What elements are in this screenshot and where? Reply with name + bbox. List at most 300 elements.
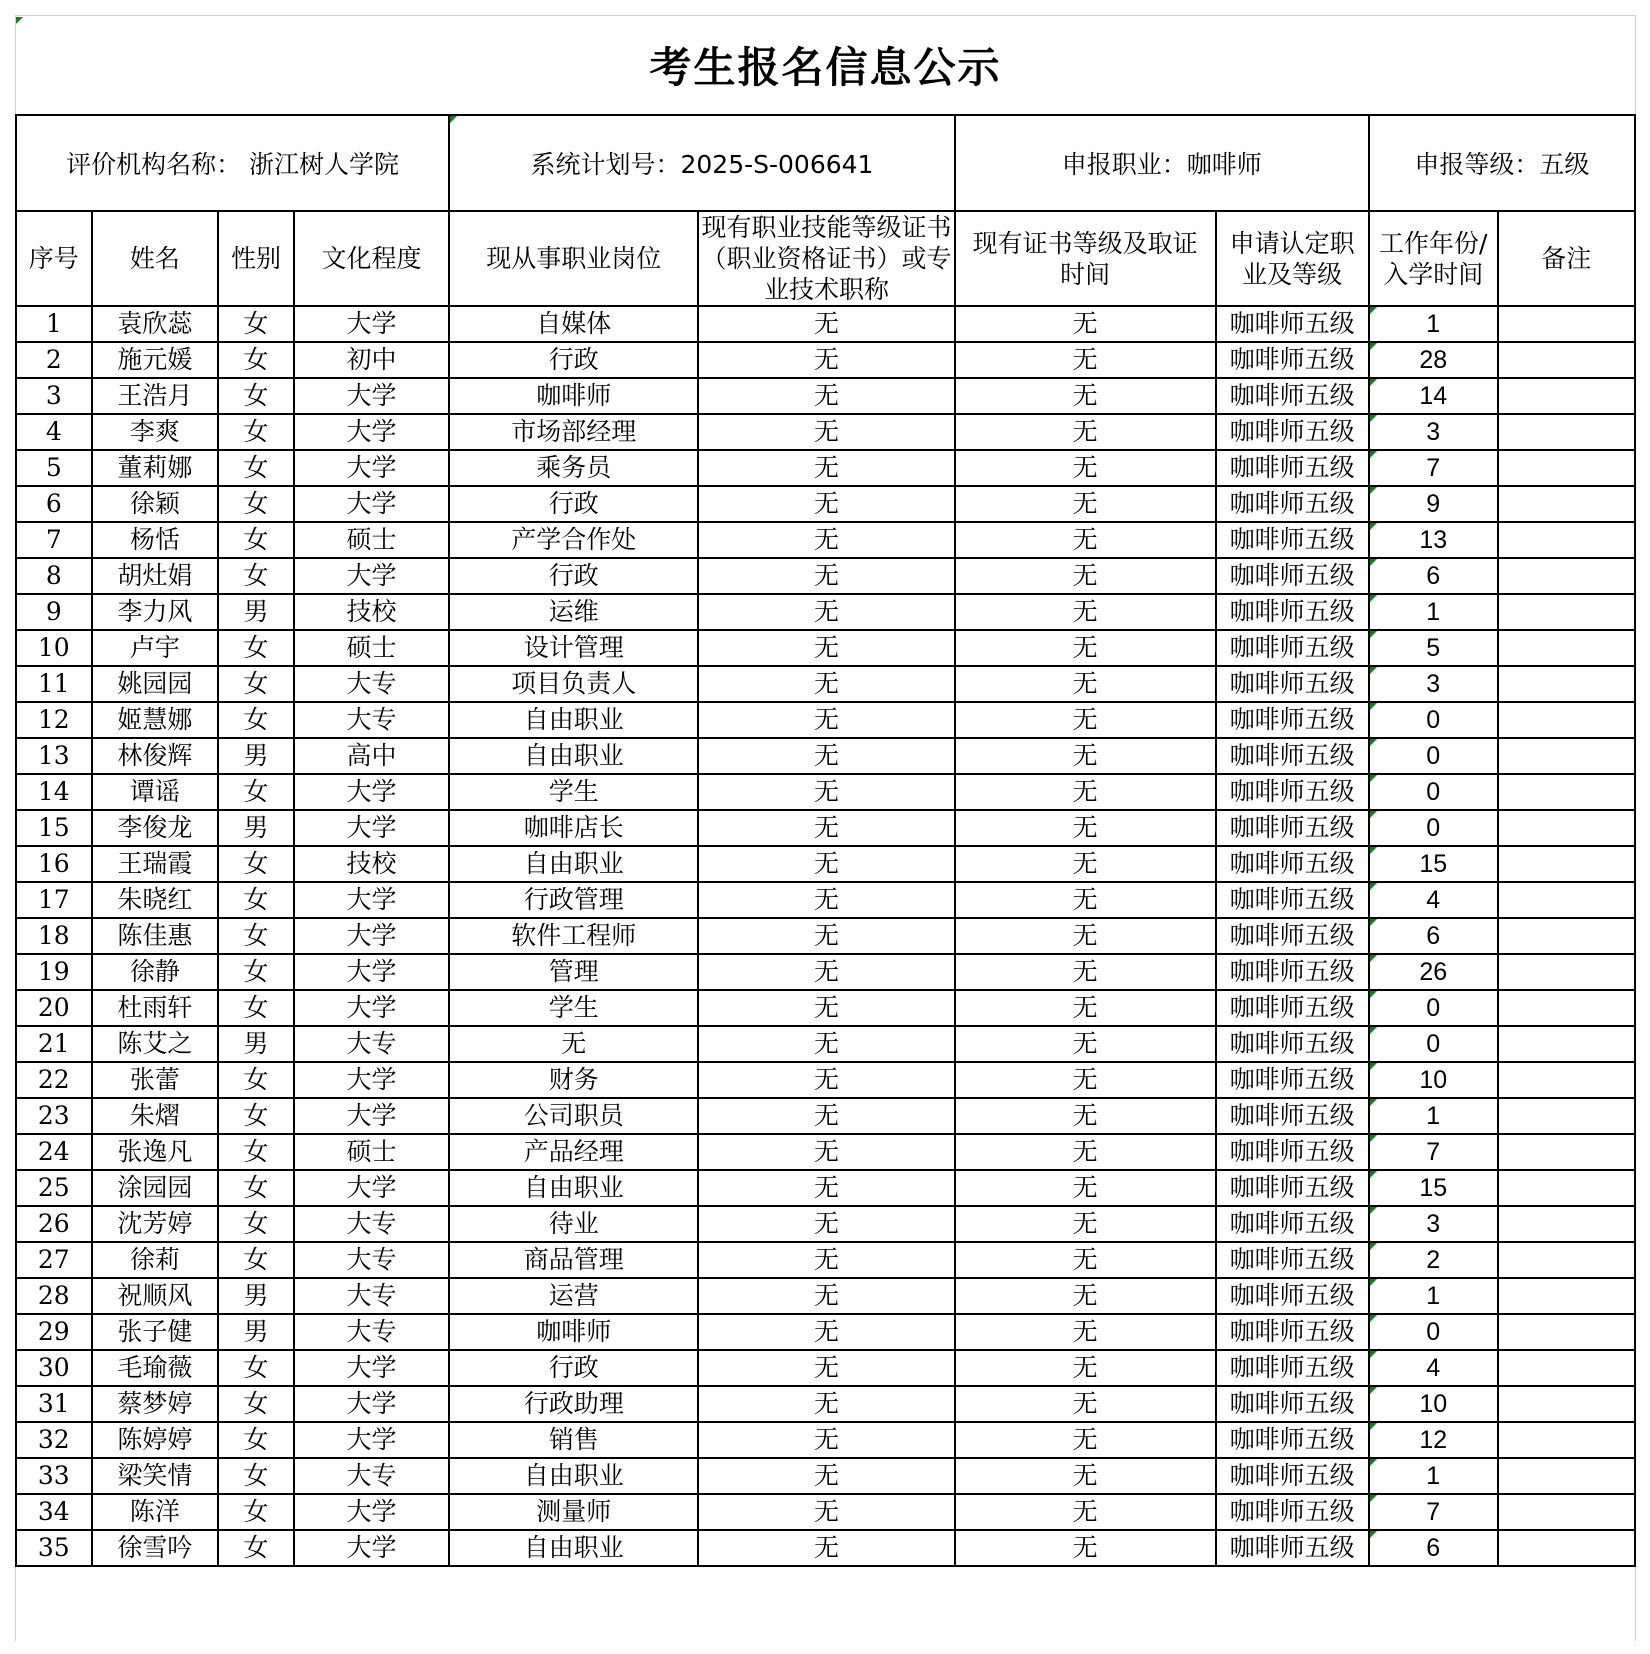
- cell-position[interactable]: 测量师: [449, 1494, 698, 1530]
- cell-years[interactable]: 15: [1369, 846, 1498, 882]
- header-position[interactable]: 现从事职业岗位: [449, 211, 698, 306]
- cell-gender[interactable]: 女: [218, 486, 294, 522]
- cell-apply[interactable]: 咖啡师五级: [1216, 1458, 1369, 1494]
- cell-years[interactable]: 0: [1369, 1026, 1498, 1062]
- cell-remark[interactable]: [1498, 954, 1635, 990]
- cell-no[interactable]: 7: [16, 522, 92, 558]
- cell-existing-cert[interactable]: 无: [698, 1134, 955, 1170]
- cell-position[interactable]: 无: [449, 1026, 698, 1062]
- cell-existing-cert[interactable]: 无: [698, 990, 955, 1026]
- cell-cert-level-time[interactable]: 无: [955, 306, 1216, 342]
- cell-existing-cert[interactable]: 无: [698, 1062, 955, 1098]
- cell-name[interactable]: 陈艾之: [92, 1026, 219, 1062]
- cell-existing-cert[interactable]: 无: [698, 1026, 955, 1062]
- cell-remark[interactable]: [1498, 1242, 1635, 1278]
- cell-apply[interactable]: 咖啡师五级: [1216, 1530, 1369, 1566]
- cell-name[interactable]: 徐莉: [92, 1242, 219, 1278]
- cell-position[interactable]: 商品管理: [449, 1242, 698, 1278]
- cell-existing-cert[interactable]: 无: [698, 810, 955, 846]
- cell-years[interactable]: 26: [1369, 954, 1498, 990]
- cell-remark[interactable]: [1498, 522, 1635, 558]
- cell-education[interactable]: 大专: [294, 1278, 449, 1314]
- cell-years[interactable]: 10: [1369, 1386, 1498, 1422]
- cell-education[interactable]: 大学: [294, 1098, 449, 1134]
- cell-no[interactable]: 31: [16, 1386, 92, 1422]
- cell-years[interactable]: 7: [1369, 1494, 1498, 1530]
- cell-existing-cert[interactable]: 无: [698, 522, 955, 558]
- cell-gender[interactable]: 女: [218, 1458, 294, 1494]
- cell-existing-cert[interactable]: 无: [698, 666, 955, 702]
- cell-existing-cert[interactable]: 无: [698, 702, 955, 738]
- cell-existing-cert[interactable]: 无: [698, 1170, 955, 1206]
- cell-apply[interactable]: 咖啡师五级: [1216, 954, 1369, 990]
- cell-remark[interactable]: [1498, 414, 1635, 450]
- cell-remark[interactable]: [1498, 630, 1635, 666]
- cell-education[interactable]: 大学: [294, 558, 449, 594]
- cell-remark[interactable]: [1498, 738, 1635, 774]
- cell-remark[interactable]: [1498, 666, 1635, 702]
- cell-name[interactable]: 姚园园: [92, 666, 219, 702]
- cell-position[interactable]: 咖啡店长: [449, 810, 698, 846]
- cell-name[interactable]: 施元媛: [92, 342, 219, 378]
- cell-no[interactable]: 16: [16, 846, 92, 882]
- cell-no[interactable]: 9: [16, 594, 92, 630]
- cell-gender[interactable]: 女: [218, 954, 294, 990]
- cell-cert-level-time[interactable]: 无: [955, 594, 1216, 630]
- cell-no[interactable]: 33: [16, 1458, 92, 1494]
- cell-position[interactable]: 公司职员: [449, 1098, 698, 1134]
- cell-apply[interactable]: 咖啡师五级: [1216, 450, 1369, 486]
- cell-no[interactable]: 23: [16, 1098, 92, 1134]
- cell-years[interactable]: 1: [1369, 1098, 1498, 1134]
- cell-remark[interactable]: [1498, 1422, 1635, 1458]
- cell-years[interactable]: 6: [1369, 1530, 1498, 1566]
- cell-position[interactable]: 自由职业: [449, 1170, 698, 1206]
- cell-education[interactable]: 大学: [294, 1494, 449, 1530]
- cell-remark[interactable]: [1498, 378, 1635, 414]
- cell-years[interactable]: 6: [1369, 918, 1498, 954]
- cell-apply[interactable]: 咖啡师五级: [1216, 1134, 1369, 1170]
- cell-gender[interactable]: 女: [218, 1422, 294, 1458]
- cell-no[interactable]: 30: [16, 1350, 92, 1386]
- cell-gender[interactable]: 女: [218, 702, 294, 738]
- cell-gender[interactable]: 男: [218, 1314, 294, 1350]
- cell-no[interactable]: 35: [16, 1530, 92, 1566]
- cell-existing-cert[interactable]: 无: [698, 1242, 955, 1278]
- cell-education[interactable]: 硕士: [294, 522, 449, 558]
- cell-position[interactable]: 咖啡师: [449, 1314, 698, 1350]
- cell-apply[interactable]: 咖啡师五级: [1216, 1386, 1369, 1422]
- cell-name[interactable]: 张蕾: [92, 1062, 219, 1098]
- cell-years[interactable]: 10: [1369, 1062, 1498, 1098]
- cell-apply[interactable]: 咖啡师五级: [1216, 558, 1369, 594]
- cell-name[interactable]: 陈佳惠: [92, 918, 219, 954]
- cell-years[interactable]: 15: [1369, 1170, 1498, 1206]
- cell-education[interactable]: 大专: [294, 1314, 449, 1350]
- cell-apply[interactable]: 咖啡师五级: [1216, 1422, 1369, 1458]
- org-cell[interactable]: 评价机构名称： 浙江树人学院: [16, 115, 449, 211]
- cell-years[interactable]: 1: [1369, 1458, 1498, 1494]
- cell-remark[interactable]: [1498, 1458, 1635, 1494]
- cell-name[interactable]: 李俊龙: [92, 810, 219, 846]
- cell-name[interactable]: 卢宇: [92, 630, 219, 666]
- cell-existing-cert[interactable]: 无: [698, 1494, 955, 1530]
- cell-education[interactable]: 大学: [294, 918, 449, 954]
- cell-existing-cert[interactable]: 无: [698, 1422, 955, 1458]
- cell-apply[interactable]: 咖啡师五级: [1216, 1350, 1369, 1386]
- cell-position[interactable]: 乘务员: [449, 450, 698, 486]
- cell-no[interactable]: 19: [16, 954, 92, 990]
- cell-apply[interactable]: 咖啡师五级: [1216, 1170, 1369, 1206]
- cell-cert-level-time[interactable]: 无: [955, 1350, 1216, 1386]
- cell-position[interactable]: 产品经理: [449, 1134, 698, 1170]
- cell-no[interactable]: 2: [16, 342, 92, 378]
- cell-apply[interactable]: 咖啡师五级: [1216, 738, 1369, 774]
- cell-no[interactable]: 27: [16, 1242, 92, 1278]
- cell-position[interactable]: 行政: [449, 342, 698, 378]
- cell-gender[interactable]: 女: [218, 558, 294, 594]
- cell-years[interactable]: 3: [1369, 1206, 1498, 1242]
- cell-no[interactable]: 25: [16, 1170, 92, 1206]
- cell-years[interactable]: 1: [1369, 306, 1498, 342]
- cell-gender[interactable]: 女: [218, 414, 294, 450]
- cell-no[interactable]: 18: [16, 918, 92, 954]
- cell-name[interactable]: 张子健: [92, 1314, 219, 1350]
- cell-no[interactable]: 15: [16, 810, 92, 846]
- cell-position[interactable]: 行政: [449, 486, 698, 522]
- cell-position[interactable]: 学生: [449, 774, 698, 810]
- cell-cert-level-time[interactable]: 无: [955, 1242, 1216, 1278]
- cell-cert-level-time[interactable]: 无: [955, 1530, 1216, 1566]
- cell-gender[interactable]: 女: [218, 666, 294, 702]
- cell-name[interactable]: 徐颖: [92, 486, 219, 522]
- cell-remark[interactable]: [1498, 1062, 1635, 1098]
- cell-years[interactable]: 9: [1369, 486, 1498, 522]
- cell-existing-cert[interactable]: 无: [698, 1314, 955, 1350]
- cell-apply[interactable]: 咖啡师五级: [1216, 666, 1369, 702]
- cell-no[interactable]: 3: [16, 378, 92, 414]
- cell-cert-level-time[interactable]: 无: [955, 774, 1216, 810]
- cell-apply[interactable]: 咖啡师五级: [1216, 1242, 1369, 1278]
- header-no[interactable]: 序号: [16, 211, 92, 306]
- cell-apply[interactable]: 咖啡师五级: [1216, 918, 1369, 954]
- cell-gender[interactable]: 女: [218, 882, 294, 918]
- cell-education[interactable]: 大学: [294, 414, 449, 450]
- cell-cert-level-time[interactable]: 无: [955, 1170, 1216, 1206]
- cell-remark[interactable]: [1498, 702, 1635, 738]
- cell-cert-level-time[interactable]: 无: [955, 1422, 1216, 1458]
- cell-position[interactable]: 行政: [449, 1350, 698, 1386]
- cell-education[interactable]: 大专: [294, 1458, 449, 1494]
- cell-cert-level-time[interactable]: 无: [955, 1386, 1216, 1422]
- plan-cell[interactable]: [449, 115, 955, 211]
- cell-cert-level-time[interactable]: 无: [955, 738, 1216, 774]
- cell-education[interactable]: 大学: [294, 882, 449, 918]
- cell-remark[interactable]: [1498, 1206, 1635, 1242]
- cell-apply[interactable]: 咖啡师五级: [1216, 990, 1369, 1026]
- cell-existing-cert[interactable]: 无: [698, 306, 955, 342]
- cell-name[interactable]: 朱晓红: [92, 882, 219, 918]
- cell-apply[interactable]: 咖啡师五级: [1216, 342, 1369, 378]
- cell-education[interactable]: 大学: [294, 990, 449, 1026]
- cell-years[interactable]: 5: [1369, 630, 1498, 666]
- cell-gender[interactable]: 男: [218, 810, 294, 846]
- cell-apply[interactable]: 咖啡师五级: [1216, 702, 1369, 738]
- cell-position[interactable]: 自由职业: [449, 738, 698, 774]
- cell-position[interactable]: 产学合作处: [449, 522, 698, 558]
- cell-gender[interactable]: 女: [218, 1386, 294, 1422]
- cell-position[interactable]: 自由职业: [449, 846, 698, 882]
- cell-cert-level-time[interactable]: 无: [955, 666, 1216, 702]
- cell-name[interactable]: 陈婷婷: [92, 1422, 219, 1458]
- cell-years[interactable]: 2: [1369, 1242, 1498, 1278]
- cell-years[interactable]: 7: [1369, 1134, 1498, 1170]
- cell-remark[interactable]: [1498, 1350, 1635, 1386]
- cell-remark[interactable]: [1498, 918, 1635, 954]
- cell-cert-level-time[interactable]: 无: [955, 1098, 1216, 1134]
- cell-education[interactable]: 大学: [294, 1350, 449, 1386]
- cell-remark[interactable]: [1498, 450, 1635, 486]
- cell-name[interactable]: 袁欣蕊: [92, 306, 219, 342]
- cell-existing-cert[interactable]: 无: [698, 414, 955, 450]
- cell-apply[interactable]: 咖啡师五级: [1216, 774, 1369, 810]
- cell-remark[interactable]: [1498, 990, 1635, 1026]
- cell-position[interactable]: 自媒体: [449, 306, 698, 342]
- cell-education[interactable]: 大学: [294, 774, 449, 810]
- cell-remark[interactable]: [1498, 342, 1635, 378]
- cell-name[interactable]: 徐雪吟: [92, 1530, 219, 1566]
- cell-education[interactable]: 硕士: [294, 1134, 449, 1170]
- header-name[interactable]: 姓名: [92, 211, 219, 306]
- cell-education[interactable]: 初中: [294, 342, 449, 378]
- cell-existing-cert[interactable]: 无: [698, 954, 955, 990]
- cell-existing-cert[interactable]: 无: [698, 1206, 955, 1242]
- cell-name[interactable]: 董莉娜: [92, 450, 219, 486]
- cell-cert-level-time[interactable]: 无: [955, 810, 1216, 846]
- cell-apply[interactable]: 咖啡师五级: [1216, 594, 1369, 630]
- cell-no[interactable]: 10: [16, 630, 92, 666]
- cell-cert-level-time[interactable]: 无: [955, 522, 1216, 558]
- cell-cert-level-time[interactable]: 无: [955, 1494, 1216, 1530]
- cell-gender[interactable]: 男: [218, 1278, 294, 1314]
- cell-cert-level-time[interactable]: 无: [955, 1314, 1216, 1350]
- cell-no[interactable]: 32: [16, 1422, 92, 1458]
- cell-gender[interactable]: 女: [218, 774, 294, 810]
- cell-years[interactable]: 6: [1369, 558, 1498, 594]
- cell-existing-cert[interactable]: 无: [698, 1098, 955, 1134]
- cell-name[interactable]: 朱熠: [92, 1098, 219, 1134]
- cell-gender[interactable]: 男: [218, 594, 294, 630]
- cell-gender[interactable]: 女: [218, 1350, 294, 1386]
- cell-position[interactable]: 项目负责人: [449, 666, 698, 702]
- cell-name[interactable]: 谭谣: [92, 774, 219, 810]
- cell-existing-cert[interactable]: 无: [698, 1350, 955, 1386]
- cell-position[interactable]: 学生: [449, 990, 698, 1026]
- cell-education[interactable]: 大专: [294, 1026, 449, 1062]
- cell-gender[interactable]: 女: [218, 342, 294, 378]
- cell-years[interactable]: 0: [1369, 990, 1498, 1026]
- cell-position[interactable]: 咖啡师: [449, 378, 698, 414]
- cell-cert-level-time[interactable]: 无: [955, 1134, 1216, 1170]
- cell-remark[interactable]: [1498, 882, 1635, 918]
- cell-name[interactable]: 徐静: [92, 954, 219, 990]
- cell-no[interactable]: 1: [16, 306, 92, 342]
- cell-education[interactable]: 大专: [294, 666, 449, 702]
- cell-cert-level-time[interactable]: 无: [955, 342, 1216, 378]
- header-years[interactable]: 工作年份/入学时间: [1369, 211, 1498, 306]
- cell-apply[interactable]: 咖啡师五级: [1216, 486, 1369, 522]
- cell-cert-level-time[interactable]: 无: [955, 630, 1216, 666]
- cell-education[interactable]: 大专: [294, 702, 449, 738]
- cell-no[interactable]: 13: [16, 738, 92, 774]
- cell-existing-cert[interactable]: 无: [698, 1386, 955, 1422]
- cell-position[interactable]: 销售: [449, 1422, 698, 1458]
- cell-name[interactable]: 姬慧娜: [92, 702, 219, 738]
- cell-gender[interactable]: 女: [218, 1170, 294, 1206]
- cell-education[interactable]: 大学: [294, 1530, 449, 1566]
- cell-no[interactable]: 34: [16, 1494, 92, 1530]
- cell-remark[interactable]: [1498, 1026, 1635, 1062]
- cell-name[interactable]: 李力风: [92, 594, 219, 630]
- cell-years[interactable]: 1: [1369, 1278, 1498, 1314]
- cell-education[interactable]: 大学: [294, 810, 449, 846]
- cell-gender[interactable]: 男: [218, 738, 294, 774]
- cell-cert-level-time[interactable]: 无: [955, 918, 1216, 954]
- cell-position[interactable]: 行政管理: [449, 882, 698, 918]
- cell-name[interactable]: 涂园园: [92, 1170, 219, 1206]
- cell-cert-level-time[interactable]: 无: [955, 954, 1216, 990]
- cell-position[interactable]: 管理: [449, 954, 698, 990]
- cell-gender[interactable]: 女: [218, 1098, 294, 1134]
- cell-years[interactable]: 14: [1369, 378, 1498, 414]
- cell-gender[interactable]: 女: [218, 630, 294, 666]
- cell-gender[interactable]: 女: [218, 1530, 294, 1566]
- cell-gender[interactable]: 女: [218, 1494, 294, 1530]
- cell-gender[interactable]: 女: [218, 990, 294, 1026]
- cell-existing-cert[interactable]: 无: [698, 918, 955, 954]
- cell-no[interactable]: 26: [16, 1206, 92, 1242]
- cell-cert-level-time[interactable]: 无: [955, 1206, 1216, 1242]
- cell-remark[interactable]: [1498, 1386, 1635, 1422]
- cell-existing-cert[interactable]: 无: [698, 630, 955, 666]
- cell-cert-level-time[interactable]: 无: [955, 1062, 1216, 1098]
- cell-education[interactable]: 技校: [294, 846, 449, 882]
- cell-cert-level-time[interactable]: 无: [955, 882, 1216, 918]
- cell-years[interactable]: 7: [1369, 450, 1498, 486]
- cell-position[interactable]: 自由职业: [449, 1530, 698, 1566]
- cell-remark[interactable]: [1498, 1494, 1635, 1530]
- cell-cert-level-time[interactable]: 无: [955, 486, 1216, 522]
- cell-education[interactable]: 技校: [294, 594, 449, 630]
- cell-years[interactable]: 28: [1369, 342, 1498, 378]
- cell-apply[interactable]: 咖啡师五级: [1216, 1314, 1369, 1350]
- cell-cert-level-time[interactable]: 无: [955, 558, 1216, 594]
- cell-apply[interactable]: 咖啡师五级: [1216, 846, 1369, 882]
- cell-existing-cert[interactable]: 无: [698, 1458, 955, 1494]
- cell-apply[interactable]: 咖啡师五级: [1216, 882, 1369, 918]
- cell-existing-cert[interactable]: 无: [698, 1278, 955, 1314]
- cell-no[interactable]: 12: [16, 702, 92, 738]
- cell-position[interactable]: 运维: [449, 594, 698, 630]
- cell-apply[interactable]: 咖啡师五级: [1216, 378, 1369, 414]
- cell-apply[interactable]: 咖啡师五级: [1216, 1206, 1369, 1242]
- cell-name[interactable]: 杜雨轩: [92, 990, 219, 1026]
- cell-position[interactable]: 设计管理: [449, 630, 698, 666]
- cell-years[interactable]: 0: [1369, 1314, 1498, 1350]
- cell-remark[interactable]: [1498, 1098, 1635, 1134]
- cell-education[interactable]: 大专: [294, 1242, 449, 1278]
- cell-cert-level-time[interactable]: 无: [955, 990, 1216, 1026]
- cell-name[interactable]: 沈芳婷: [92, 1206, 219, 1242]
- cell-remark[interactable]: [1498, 594, 1635, 630]
- cell-name[interactable]: 胡灶娟: [92, 558, 219, 594]
- cell-position[interactable]: 行政助理: [449, 1386, 698, 1422]
- cell-apply[interactable]: 咖啡师五级: [1216, 1494, 1369, 1530]
- cell-years[interactable]: 1: [1369, 594, 1498, 630]
- cell-remark[interactable]: [1498, 1314, 1635, 1350]
- cell-name[interactable]: 林俊辉: [92, 738, 219, 774]
- cell-name[interactable]: 王瑞霞: [92, 846, 219, 882]
- cell-position[interactable]: 行政: [449, 558, 698, 594]
- cell-existing-cert[interactable]: 无: [698, 738, 955, 774]
- cell-no[interactable]: 22: [16, 1062, 92, 1098]
- cell-years[interactable]: 12: [1369, 1422, 1498, 1458]
- cell-name[interactable]: 张逸凡: [92, 1134, 219, 1170]
- cell-position[interactable]: 运营: [449, 1278, 698, 1314]
- header-apply[interactable]: 申请认定职业及等级: [1216, 211, 1369, 306]
- cell-education[interactable]: 大学: [294, 378, 449, 414]
- cell-education[interactable]: 大学: [294, 954, 449, 990]
- cell-remark[interactable]: [1498, 810, 1635, 846]
- cell-no[interactable]: 28: [16, 1278, 92, 1314]
- cell-years[interactable]: 0: [1369, 702, 1498, 738]
- cell-gender[interactable]: 女: [218, 1062, 294, 1098]
- cell-cert-level-time[interactable]: 无: [955, 1278, 1216, 1314]
- cell-no[interactable]: 4: [16, 414, 92, 450]
- cell-gender[interactable]: 女: [218, 522, 294, 558]
- cell-remark[interactable]: [1498, 558, 1635, 594]
- cell-education[interactable]: 大学: [294, 1386, 449, 1422]
- header-cert-level-time[interactable]: 现有证书等级及取证时间: [955, 211, 1216, 306]
- cell-cert-level-time[interactable]: 无: [955, 702, 1216, 738]
- cell-no[interactable]: 17: [16, 882, 92, 918]
- cell-name[interactable]: 祝顺风: [92, 1278, 219, 1314]
- cell-gender[interactable]: 女: [218, 1206, 294, 1242]
- cell-education[interactable]: 大专: [294, 1206, 449, 1242]
- cell-remark[interactable]: [1498, 306, 1635, 342]
- cell-existing-cert[interactable]: 无: [698, 846, 955, 882]
- cell-years[interactable]: 4: [1369, 1350, 1498, 1386]
- cell-position[interactable]: 软件工程师: [449, 918, 698, 954]
- cell-no[interactable]: 21: [16, 1026, 92, 1062]
- cell-gender[interactable]: 女: [218, 846, 294, 882]
- cell-years[interactable]: 4: [1369, 882, 1498, 918]
- cell-apply[interactable]: 咖啡师五级: [1216, 306, 1369, 342]
- cell-apply[interactable]: 咖啡师五级: [1216, 630, 1369, 666]
- cell-gender[interactable]: 女: [218, 918, 294, 954]
- cell-gender[interactable]: 女: [218, 306, 294, 342]
- cell-existing-cert[interactable]: 无: [698, 1530, 955, 1566]
- cell-existing-cert[interactable]: 无: [698, 378, 955, 414]
- cell-position[interactable]: 待业: [449, 1206, 698, 1242]
- cell-gender[interactable]: 女: [218, 1242, 294, 1278]
- cell-education[interactable]: 高中: [294, 738, 449, 774]
- cell-apply[interactable]: 咖啡师五级: [1216, 522, 1369, 558]
- cell-cert-level-time[interactable]: 无: [955, 1026, 1216, 1062]
- cell-gender[interactable]: 女: [218, 378, 294, 414]
- cell-position[interactable]: 市场部经理: [449, 414, 698, 450]
- cell-education[interactable]: 硕士: [294, 630, 449, 666]
